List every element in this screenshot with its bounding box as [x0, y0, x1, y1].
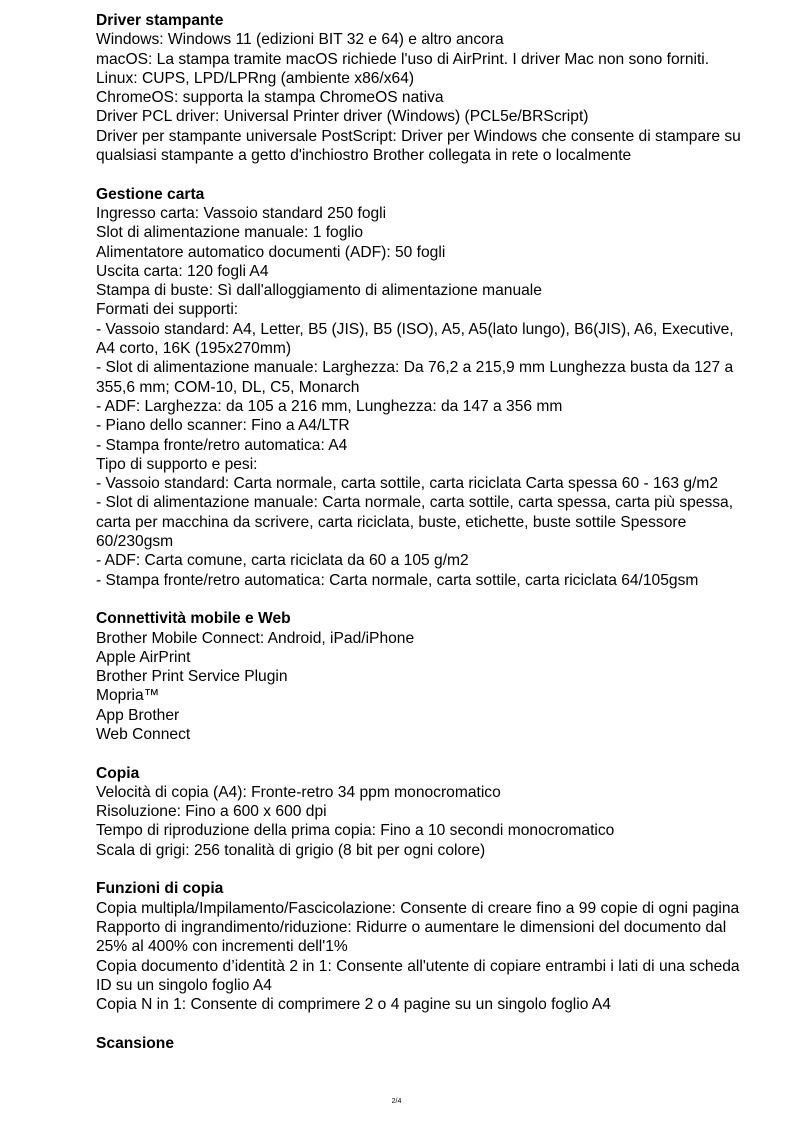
text-line: Linux: CUPS, LPD/LPRng (ambiente x86/x64): [96, 69, 415, 87]
text-line: Driver per stampante universale PostScript: Driver per Windows che consente di stampare su qualsiasi stampante a getto d'inchiostro Brother collegata in rete o localmente: [96, 127, 741, 165]
text-line: Risoluzione: Fino a 600 x 600 dpi: [96, 803, 327, 821]
text-line: App Brother: [96, 706, 180, 724]
text-line: Tipo di supporto e pesi:: [96, 455, 258, 473]
section-gestione-carta: [96, 185, 756, 590]
text-line: Brother Mobile Connect: Android, iPad/iPhone: [96, 629, 415, 647]
text-line: Scala di grigi: 256 tonalità di grigio (8 bit per ogni colore): [96, 841, 486, 859]
text-line: - Slot di alimentazione manuale: Larghezza: Da 76,2 a 215,9 mm Lunghezza busta da 127 a 355,6 mm; COM-10, DL, C5, Monarch: [96, 359, 734, 396]
section-title: Connettività mobile e Web: [96, 610, 291, 628]
section-title: Scansione: [96, 1034, 174, 1052]
section-title: Copia: [96, 764, 140, 782]
document-body: [96, 11, 756, 1072]
text-line: Copia multipla/Impilamento/Fascicolazione: Consente di creare fino a 99 copie di ogni pagina: [96, 899, 740, 917]
text-line: Rapporto di ingrandimento/riduzione: Ridurre o aumentare le dimensioni del documento dal 25% al 400% con incrementi dell'1%: [96, 918, 727, 956]
section-title: Gestione carta: [96, 185, 205, 203]
section-copia: [96, 764, 756, 860]
text-line: Mopria™: [96, 687, 160, 705]
text-line: Web Connect: [96, 725, 191, 743]
text-line: - ADF: Carta comune, carta riciclata da 60 a 105 g/m2: [96, 552, 469, 570]
text-line: Copia N in 1: Consente di comprimere 2 o 4 pagine su un singolo foglio A4: [96, 996, 611, 1014]
text-line: - Piano dello scanner: Fino a A4/LTR: [96, 417, 350, 435]
text-line: - Stampa fronte/retro automatica: A4: [96, 436, 348, 454]
text-line: - Stampa fronte/retro automatica: Carta normale, carta sottile, carta riciclata 64/105gsm: [96, 571, 699, 589]
text-line: - Vassoio standard: A4, Letter, B5 (JIS), B5 (ISO), A5, A5(lato lungo), B6(JIS), A6, Executive, A4 corto, 16K (195x270mm): [96, 320, 734, 358]
section-driver-stampante: [96, 11, 756, 165]
text-line: ChromeOS: supporta la stampa ChromeOS nativa: [96, 89, 444, 107]
page-number: 2/4: [391, 1098, 402, 1105]
section-scansione: [96, 1034, 756, 1053]
text-line: macOS: La stampa tramite macOS richiede l'uso di AirPrint. I driver Mac non sono forniti.: [96, 50, 710, 68]
text-line: - ADF: Larghezza: da 105 a 216 mm, Lunghezza: da 147 a 356 mm: [96, 397, 563, 415]
text-line: Formati dei supporti:: [96, 301, 239, 319]
text-line: Ingresso carta: Vassoio standard 250 fogli: [96, 204, 387, 222]
text-line: - Slot di alimentazione manuale: Carta normale, carta sottile, carta spessa, carta più spessa, carta per macchina da scrivere, carta riciclata, buste, etichette, buste sottile Spessore 60/230gsm: [96, 494, 734, 551]
section-funzioni-di-copia: [96, 879, 756, 1014]
text-line: Velocità di copia (A4): Fronte-retro 34 ppm monocromatico: [96, 783, 501, 801]
text-line: Tempo di riproduzione della prima copia: Fino a 10 secondi monocromatico: [96, 822, 615, 840]
section-title: Funzioni di copia: [96, 880, 224, 898]
text-line: Slot di alimentazione manuale: 1 foglio: [96, 224, 363, 242]
section-connettivita-mobile-web: [96, 609, 756, 744]
text-line: Alimentatore automatico documenti (ADF): 50 fogli: [96, 243, 446, 261]
section-title: Driver stampante: [96, 12, 224, 29]
text-line: Uscita carta: 120 fogli A4: [96, 262, 269, 280]
text-line: - Vassoio standard: Carta normale, carta sottile, carta riciclata Carta spessa 60 - 163 g/m2: [96, 475, 719, 493]
text-line: Copia documento d’identità 2 in 1: Consente all'utente di copiare entrambi i lati di una scheda ID su un singolo foglio A4: [96, 957, 740, 994]
text-line: Windows: Windows 11 (edizioni BIT 32 e 64) e altro ancora: [96, 31, 504, 49]
text-line: Brother Print Service Plugin: [96, 668, 288, 686]
text-line: Driver PCL driver: Universal Printer driver (Windows) (PCL5e/BRScript): [96, 108, 589, 126]
text-line: Apple AirPrint: [96, 648, 191, 666]
text-line: Stampa di buste: Sì dall'alloggiamento di alimentazione manuale: [96, 282, 542, 300]
